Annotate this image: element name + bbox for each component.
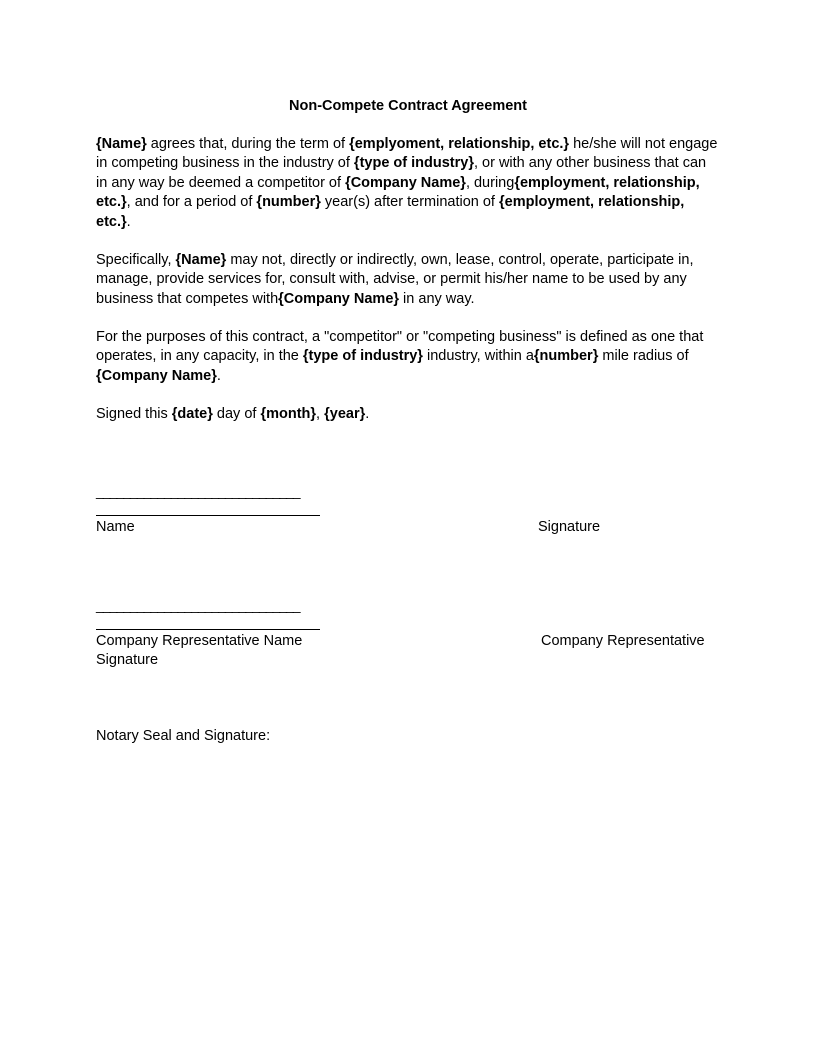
rep-signature-label: Company Representative (541, 633, 705, 649)
signature-label: Signature (538, 519, 601, 535)
text: Specifically, (96, 252, 176, 268)
text: , and for a period of (126, 194, 257, 211)
paragraph-restrictions (96, 251, 720, 309)
text: . (216, 367, 221, 384)
placeholder-industry: {type of industry} (302, 348, 423, 365)
text: he/she will not engage in competing business in the industry of (96, 136, 718, 172)
rep-signature-line (96, 629, 320, 630)
placeholder-term: {emplyoment, relationship, etc.} (349, 136, 570, 152)
text: in any way. (399, 290, 475, 307)
paragraph-signed-date (96, 405, 720, 424)
text: agrees that, during the term of (146, 136, 350, 152)
text: year(s) after termination of (320, 194, 499, 211)
placeholder-name: {Name} (96, 136, 147, 152)
text: Signed this (96, 406, 172, 422)
rep-signature-label-continued: Signature (96, 652, 159, 668)
text: For the purposes of this contract, a "competitor" or "competing business" is defined as one that operates, in any capacity, in the (96, 329, 704, 365)
placeholder-month: {month} (260, 406, 317, 422)
placeholder-date: {date} (171, 406, 213, 422)
placeholder-term: {employment, relationship, etc.} (96, 174, 700, 211)
text: may not, directly or indirectly, own, lease, control, operate, participate in, manage, provide services for, consult with, advise, or permit his/her name to be used by any business that competes with (96, 252, 694, 307)
text: , or with any other business that can in any way be deemed a competitor of (96, 155, 707, 191)
placeholder-number: {number} (533, 348, 599, 365)
text: , during (465, 174, 515, 191)
placeholder-term: {employment, relationship, etc.} (96, 194, 685, 230)
rep-signature-line-dashed: ______________________________ (96, 597, 300, 613)
text: mile radius of (598, 348, 689, 365)
paragraph-definition (96, 328, 720, 386)
document-title: Non-Compete Contract Agreement (289, 98, 527, 114)
text: , (316, 406, 325, 422)
text: day of (212, 406, 261, 422)
rep-name-label: Company Representative Name (96, 633, 303, 649)
text: . (126, 213, 131, 230)
text: . (365, 406, 370, 422)
signature-line-dashed: ______________________________ (96, 483, 300, 499)
placeholder-company: {Company Name} (278, 290, 400, 307)
notary-label: Notary Seal and Signature: (96, 728, 271, 744)
placeholder-name: {Name} (175, 252, 227, 268)
placeholder-year: {year} (324, 406, 366, 422)
signature-line (96, 515, 320, 516)
text: industry, within a (422, 348, 534, 365)
placeholder-industry: {type of industry} (353, 155, 474, 172)
placeholder-company: {Company Name} (345, 174, 466, 191)
name-label: Name (96, 519, 135, 535)
placeholder-company: {Company Name} (96, 367, 217, 384)
placeholder-number: {number} (256, 194, 321, 211)
paragraph-agreement (96, 135, 720, 232)
